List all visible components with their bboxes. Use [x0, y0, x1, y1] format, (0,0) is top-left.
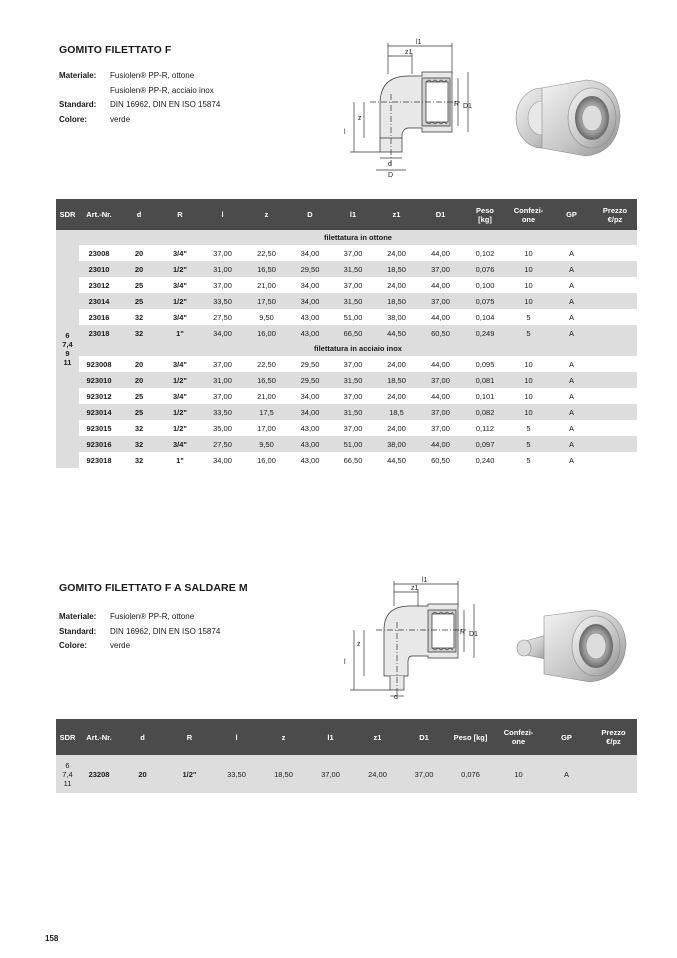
cell: 27,50 — [201, 309, 244, 325]
cell: 18,50 — [375, 293, 418, 309]
cell: 44,00 — [418, 436, 463, 452]
cell: 29,50 — [289, 261, 331, 277]
col-header-sdr: SDR — [56, 719, 79, 755]
cell: 37,00 — [331, 356, 375, 372]
cell: 23208 — [79, 755, 119, 793]
dim-label: R — [454, 101, 460, 108]
group-label: filettatura in ottone — [79, 230, 637, 245]
cell: 5 — [507, 452, 550, 468]
cell: 37,00 — [418, 261, 463, 277]
cell: 33,50 — [213, 755, 260, 793]
cell: 20 — [119, 356, 159, 372]
cell: 37,00 — [331, 277, 375, 293]
cell — [593, 356, 637, 372]
cell: 10 — [507, 404, 550, 420]
cell: A — [550, 277, 593, 293]
cell — [593, 309, 637, 325]
col-header-gp: GP — [543, 719, 590, 755]
cell — [590, 755, 637, 793]
dim-label: d — [394, 694, 398, 701]
cell: 22,50 — [244, 245, 289, 261]
cell: 51,00 — [331, 309, 375, 325]
cell: 10 — [507, 388, 550, 404]
dim-label: z — [358, 115, 362, 122]
cell: 32 — [119, 309, 159, 325]
dim-label: d — [388, 161, 392, 168]
col-header-d: d — [119, 199, 159, 230]
art-nr-cell: 923010 — [79, 372, 119, 388]
cell: 37,00 — [307, 755, 354, 793]
table-row — [56, 436, 637, 452]
cell — [593, 261, 637, 277]
cell: 10 — [507, 293, 550, 309]
cell: 31,50 — [331, 293, 375, 309]
cell: 25 — [119, 404, 159, 420]
cell: 0,100 — [463, 277, 507, 293]
cell: 44,00 — [418, 277, 463, 293]
table-row — [56, 325, 637, 341]
col-header-l: l — [213, 719, 260, 755]
spec-value: DIN 16962, DIN EN ISO 15874 — [110, 100, 221, 109]
spec-value: verde — [110, 641, 131, 650]
section-title-gomito-filettato-f: GOMITO FILETTATO F — [59, 44, 172, 56]
cell: A — [543, 755, 590, 793]
art-nr-cell: 23010 — [79, 261, 119, 277]
cell: 60,50 — [418, 325, 463, 341]
cell: A — [550, 372, 593, 388]
table-row — [56, 755, 637, 793]
spec-label-colore: Colore: — [59, 641, 87, 650]
page-number: 158 — [45, 934, 59, 943]
cell: 34,00 — [289, 293, 331, 309]
col-header-gp: GP — [550, 199, 593, 230]
cell: 17,5 — [244, 404, 289, 420]
col-header-r: R — [159, 199, 201, 230]
col-header-z1: z1 — [375, 199, 418, 230]
col-header-sdr: SDR — [56, 199, 79, 230]
cell: 3/4" — [159, 388, 201, 404]
cell: 20 — [119, 261, 159, 277]
cell: 31,50 — [331, 404, 375, 420]
cell: 43,00 — [289, 436, 331, 452]
col-header-z: z — [244, 199, 289, 230]
art-nr-cell: 923012 — [79, 388, 119, 404]
cell: A — [550, 309, 593, 325]
cell: 10 — [507, 261, 550, 277]
spec-label-colore: Colore: — [59, 114, 87, 124]
art-nr-cell: 23008 — [79, 245, 119, 261]
table-row — [56, 388, 637, 404]
dim-label: l — [344, 129, 346, 136]
cell: 32 — [119, 452, 159, 468]
dim-label: D — [388, 172, 394, 179]
cell: 66,50 — [331, 325, 375, 341]
cell: 16,00 — [244, 325, 289, 341]
cell: 18,5 — [375, 404, 418, 420]
cell: 9,50 — [244, 309, 289, 325]
cell: 3/4" — [159, 277, 201, 293]
cell: 21,00 — [244, 388, 289, 404]
spec-value: verde — [110, 114, 131, 124]
cell: 0,249 — [463, 325, 507, 341]
cell — [593, 325, 637, 341]
art-nr-cell: 23016 — [79, 309, 119, 325]
cell: 0,081 — [463, 372, 507, 388]
cell: 25 — [119, 388, 159, 404]
dim-label: l1 — [416, 39, 422, 46]
cell: 34,00 — [201, 452, 244, 468]
art-nr-cell: 923008 — [79, 356, 119, 372]
col-header-prezzo: Prezzo €/pz — [593, 199, 637, 230]
cell: 5 — [507, 420, 550, 436]
cell: 44,00 — [418, 309, 463, 325]
col-header-art-nr: Art.-Nr. — [79, 719, 119, 755]
cell: 16,50 — [244, 261, 289, 277]
cell: 18,50 — [375, 261, 418, 277]
col-header-peso: Peso [kg] — [447, 719, 494, 755]
cell — [593, 420, 637, 436]
cell: 0,076 — [463, 261, 507, 277]
cell: 32 — [119, 325, 159, 341]
cell: 0,102 — [463, 245, 507, 261]
cell: 37,00 — [401, 755, 447, 793]
cell: 0,097 — [463, 436, 507, 452]
spec-value: DIN 16962, DIN EN ISO 15874 — [110, 626, 221, 636]
cell: 16,00 — [244, 452, 289, 468]
cell: 37,00 — [331, 420, 375, 436]
cell — [593, 277, 637, 293]
spec-label-standard: Standard: — [59, 626, 97, 636]
col-header-art-nr: Art.-Nr. — [79, 199, 119, 230]
cell: 29,50 — [289, 372, 331, 388]
col-header-l1: l1 — [331, 199, 375, 230]
cell: 37,00 — [331, 388, 375, 404]
cell: 27,50 — [201, 436, 244, 452]
col-header-D: D — [289, 199, 331, 230]
cell: 31,50 — [331, 261, 375, 277]
cell: 37,00 — [201, 245, 244, 261]
table-gomito-filettato-f-a-saldare-m — [56, 719, 637, 793]
col-header-r: R — [166, 719, 213, 755]
cell: 1/2" — [159, 420, 201, 436]
cell: 37,00 — [418, 372, 463, 388]
spec-label-materiale: Materiale: — [59, 612, 97, 621]
cell: 3/4" — [159, 356, 201, 372]
cell: 24,00 — [375, 245, 418, 261]
cell: 43,00 — [289, 309, 331, 325]
cell: 43,00 — [289, 420, 331, 436]
cell: 44,00 — [418, 388, 463, 404]
cell: 44,00 — [418, 245, 463, 261]
cell: 20 — [119, 755, 166, 793]
table-row — [56, 420, 637, 436]
col-header-l1: l1 — [307, 719, 354, 755]
cell: 60,50 — [418, 452, 463, 468]
cell: 33,50 — [201, 404, 244, 420]
dim-label: z1 — [411, 585, 419, 592]
dim-label: l — [344, 659, 346, 666]
cell: 34,00 — [289, 277, 331, 293]
cell: 24,00 — [375, 420, 418, 436]
group-header-row — [56, 230, 637, 245]
section-title-gomito-filettato-f-a-saldare-m: GOMITO FILETTATO F A SALDARE M — [59, 582, 248, 594]
table-row — [56, 277, 637, 293]
dim-label: z — [357, 641, 361, 648]
cell: 3/4" — [159, 436, 201, 452]
dim-label: l1 — [422, 577, 428, 584]
cell: 32 — [119, 436, 159, 452]
col-header-z: z — [260, 719, 307, 755]
cell: A — [550, 420, 593, 436]
cell: 5 — [507, 436, 550, 452]
cell: A — [550, 325, 593, 341]
cell: A — [550, 245, 593, 261]
col-header-peso: Peso [kg] — [463, 199, 507, 230]
cell: 24,00 — [375, 356, 418, 372]
sdr-cell: 6 7,4 11 — [56, 755, 79, 793]
cell: 37,00 — [331, 245, 375, 261]
cell: 38,00 — [375, 436, 418, 452]
cell: 9,50 — [244, 436, 289, 452]
table-row — [56, 293, 637, 309]
cell: 31,50 — [331, 372, 375, 388]
cell: 1" — [159, 452, 201, 468]
dim-label: z1 — [405, 49, 413, 56]
cell: 51,00 — [331, 436, 375, 452]
cell: 1/2" — [159, 293, 201, 309]
col-header-d1: D1 — [401, 719, 447, 755]
cell: 44,50 — [375, 452, 418, 468]
cell: 22,50 — [244, 356, 289, 372]
group-label: filettatura in acciaio inox — [79, 341, 637, 356]
cell: 1/2" — [159, 404, 201, 420]
art-nr-cell: 23012 — [79, 277, 119, 293]
specs-block-1 — [59, 69, 220, 127]
table-row — [56, 452, 637, 468]
cell: 0,082 — [463, 404, 507, 420]
technical-drawing-elbow-female-male — [336, 572, 486, 702]
art-nr-cell: 23018 — [79, 325, 119, 341]
cell: 10 — [507, 277, 550, 293]
product-photo-elbow-female — [508, 72, 626, 160]
art-nr-cell: 923016 — [79, 436, 119, 452]
cell: 21,00 — [244, 277, 289, 293]
cell: 44,00 — [418, 356, 463, 372]
cell: A — [550, 436, 593, 452]
cell: 0,076 — [447, 755, 494, 793]
cell: 5 — [507, 309, 550, 325]
cell: 18,50 — [260, 755, 307, 793]
cell: 0,095 — [463, 356, 507, 372]
cell: 3/4" — [159, 309, 201, 325]
cell — [593, 372, 637, 388]
cell: 66,50 — [331, 452, 375, 468]
col-header-l: l — [201, 199, 244, 230]
cell: 1/2" — [159, 261, 201, 277]
col-header-d1: D1 — [418, 199, 463, 230]
cell: 24,00 — [354, 755, 401, 793]
cell: A — [550, 388, 593, 404]
cell: 34,00 — [289, 404, 331, 420]
cell: 1/2" — [159, 372, 201, 388]
table-row — [56, 245, 637, 261]
cell — [593, 452, 637, 468]
specs-block-2 — [59, 610, 220, 654]
cell: 0,101 — [463, 388, 507, 404]
col-header-d: d — [119, 719, 166, 755]
cell: 29,50 — [289, 356, 331, 372]
cell: 24,00 — [375, 388, 418, 404]
dim-label: D1 — [463, 103, 472, 110]
cell: 0,112 — [463, 420, 507, 436]
cell: 17,50 — [244, 293, 289, 309]
cell: 25 — [119, 293, 159, 309]
cell: 31,00 — [201, 372, 244, 388]
cell: 17,00 — [244, 420, 289, 436]
cell: 0,075 — [463, 293, 507, 309]
spec-value: Fusiolen® PP-R, acciaio inox — [110, 85, 214, 95]
dim-label: D1 — [469, 631, 478, 638]
cell: 0,104 — [463, 309, 507, 325]
art-nr-cell: 923015 — [79, 420, 119, 436]
table-gomito-filettato-f — [56, 199, 637, 468]
cell: 10 — [507, 245, 550, 261]
group-header-row — [56, 341, 637, 356]
cell: 20 — [119, 245, 159, 261]
cell: 16,50 — [244, 372, 289, 388]
cell — [593, 436, 637, 452]
col-header-confezione: Confezi- one — [494, 719, 543, 755]
cell: 34,00 — [289, 245, 331, 261]
cell: 10 — [494, 755, 543, 793]
cell: 24,00 — [375, 277, 418, 293]
cell: 18,50 — [375, 372, 418, 388]
cell: 3/4" — [159, 245, 201, 261]
cell: A — [550, 404, 593, 420]
cell: A — [550, 293, 593, 309]
cell: A — [550, 261, 593, 277]
cell: 37,00 — [201, 388, 244, 404]
cell: 34,00 — [201, 325, 244, 341]
sdr-cell: 6 7,4 9 11 — [56, 230, 79, 468]
cell — [593, 245, 637, 261]
table-row — [56, 404, 637, 420]
cell: 10 — [507, 372, 550, 388]
cell: 5 — [507, 325, 550, 341]
cell: A — [550, 452, 593, 468]
cell: 44,50 — [375, 325, 418, 341]
cell: 31,00 — [201, 261, 244, 277]
cell: 37,00 — [201, 356, 244, 372]
cell: 1" — [159, 325, 201, 341]
art-nr-cell: 923014 — [79, 404, 119, 420]
table-row — [56, 372, 637, 388]
cell: 43,00 — [289, 452, 331, 468]
cell — [593, 404, 637, 420]
cell: 34,00 — [289, 388, 331, 404]
cell: 33,50 — [201, 293, 244, 309]
cell: 0,240 — [463, 452, 507, 468]
cell: 37,00 — [418, 293, 463, 309]
col-header-confezione: Confezi- one — [507, 199, 550, 230]
cell: 37,00 — [418, 404, 463, 420]
spec-label-standard: Standard: — [59, 100, 97, 109]
art-nr-cell: 23014 — [79, 293, 119, 309]
product-photo-elbow-female-male — [514, 604, 632, 684]
col-header-z1: z1 — [354, 719, 401, 755]
cell: 43,00 — [289, 325, 331, 341]
spec-label-materiale: Materiale: — [59, 71, 97, 80]
cell: 37,00 — [418, 420, 463, 436]
table-row — [56, 356, 637, 372]
technical-drawing-elbow-female — [330, 34, 480, 179]
cell — [593, 388, 637, 404]
table-row — [56, 261, 637, 277]
cell: 10 — [507, 356, 550, 372]
cell: 1/2" — [166, 755, 213, 793]
cell: 38,00 — [375, 309, 418, 325]
cell: 20 — [119, 372, 159, 388]
cell: 32 — [119, 420, 159, 436]
art-nr-cell: 923018 — [79, 452, 119, 468]
cell: 37,00 — [201, 277, 244, 293]
col-header-prezzo: Prezzo €/pz — [590, 719, 637, 755]
spec-value: Fusiolen® PP-R, ottone — [110, 612, 195, 621]
cell — [593, 293, 637, 309]
cell: 25 — [119, 277, 159, 293]
spec-value: Fusiolen® PP-R, ottone — [110, 71, 195, 80]
cell: 35,00 — [201, 420, 244, 436]
table-row — [56, 309, 637, 325]
cell: A — [550, 356, 593, 372]
dim-label: R — [460, 629, 466, 636]
